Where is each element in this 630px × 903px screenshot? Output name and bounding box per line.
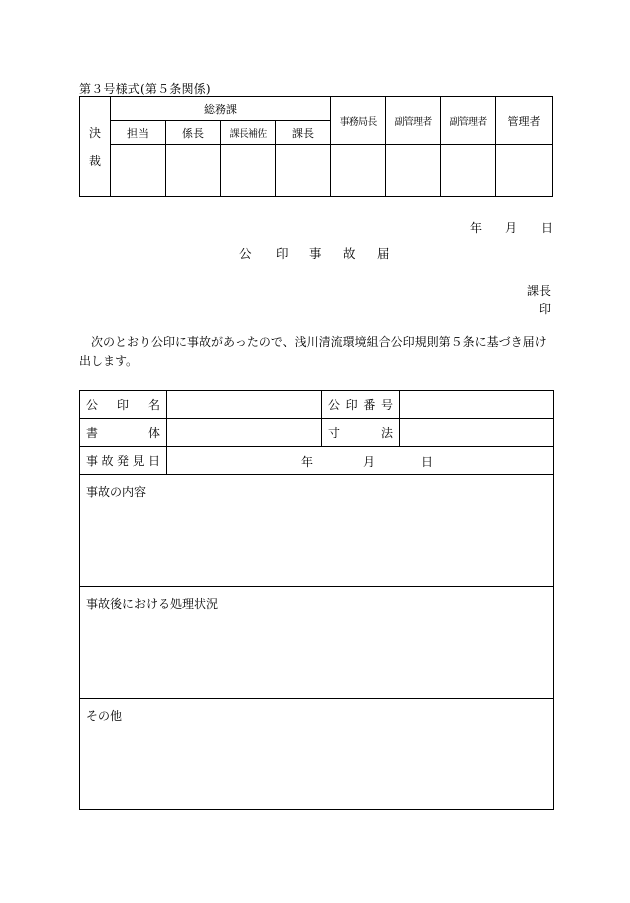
recipient-title: 課長 [526, 284, 551, 298]
doc-title-char-3: 事 [309, 246, 322, 261]
role-header-chief: 係長 [166, 121, 221, 145]
seal-box-vice-manager-2[interactable] [441, 145, 496, 197]
decision-char-2: 裁 [88, 153, 101, 168]
decision-label [80, 97, 111, 197]
doc-title-char-2: 印 [276, 246, 289, 261]
role-header-manager: 管理者 [496, 97, 553, 145]
seal-box-staff[interactable] [111, 145, 166, 197]
seal-box-director[interactable] [276, 145, 331, 197]
doc-title-char-4: 故 [343, 246, 356, 261]
doc-title-char-1: 公 [239, 246, 252, 261]
recipient-seal-mark: 印 [538, 302, 551, 316]
role-header-vice-manager-1: 副管理者 [386, 97, 441, 145]
date-day-label: 日 [541, 221, 554, 235]
dept-header: 総務課 [111, 97, 331, 121]
font-style-label: 書 体 [80, 419, 167, 447]
role-header-director: 課長 [276, 121, 331, 145]
discovery-date-field[interactable] [167, 447, 554, 475]
dimensions-field[interactable] [400, 419, 554, 447]
date-month-label: 月 [505, 221, 518, 235]
decision-char-1: 決 [88, 125, 101, 140]
seal-number-label: 公 印 番 号 [322, 391, 400, 419]
discovery-month-unit: 月 [363, 454, 376, 469]
details-table [79, 390, 554, 810]
body-text: 次のとおり公印に事故があったので、浅川清流環境組合公印規則第５条に基づき届け出します。 [79, 335, 547, 368]
approval-table [79, 96, 553, 197]
seal-box-chief[interactable] [166, 145, 221, 197]
seal-box-deputy-director[interactable] [221, 145, 276, 197]
seal-name-label: 公 印 名 [80, 391, 167, 419]
role-header-staff: 担当 [111, 121, 166, 145]
post-handling-label: 事故後における処理状況 [86, 597, 219, 611]
role-header-deputy-director: 課長補佐 [221, 121, 276, 145]
form-number: 第３号様式(第５条関係) [79, 82, 211, 96]
incident-content-label: 事故の内容 [86, 485, 147, 499]
other-label: その他 [86, 709, 123, 723]
seal-box-vice-manager-1[interactable] [386, 145, 441, 197]
doc-title-char-5: 届 [377, 246, 390, 261]
seal-box-manager[interactable] [496, 145, 553, 197]
seal-box-secretary-general[interactable] [331, 145, 386, 197]
seal-number-field[interactable] [400, 391, 554, 419]
post-handling-field[interactable] [80, 587, 554, 699]
discovery-day-unit: 日 [421, 454, 434, 469]
date-year-label: 年 [470, 221, 483, 235]
role-header-vice-manager-2: 副管理者 [441, 97, 496, 145]
other-field[interactable] [80, 699, 554, 810]
dimensions-label: 寸 法 [322, 419, 400, 447]
font-style-field[interactable] [167, 419, 322, 447]
seal-name-field[interactable] [167, 391, 322, 419]
discovery-date-label: 事 故 発 見 日 [80, 447, 167, 475]
discovery-year-unit: 年 [301, 454, 314, 469]
role-header-secretary-general: 事務局長 [331, 97, 386, 145]
incident-content-field[interactable] [80, 475, 554, 587]
